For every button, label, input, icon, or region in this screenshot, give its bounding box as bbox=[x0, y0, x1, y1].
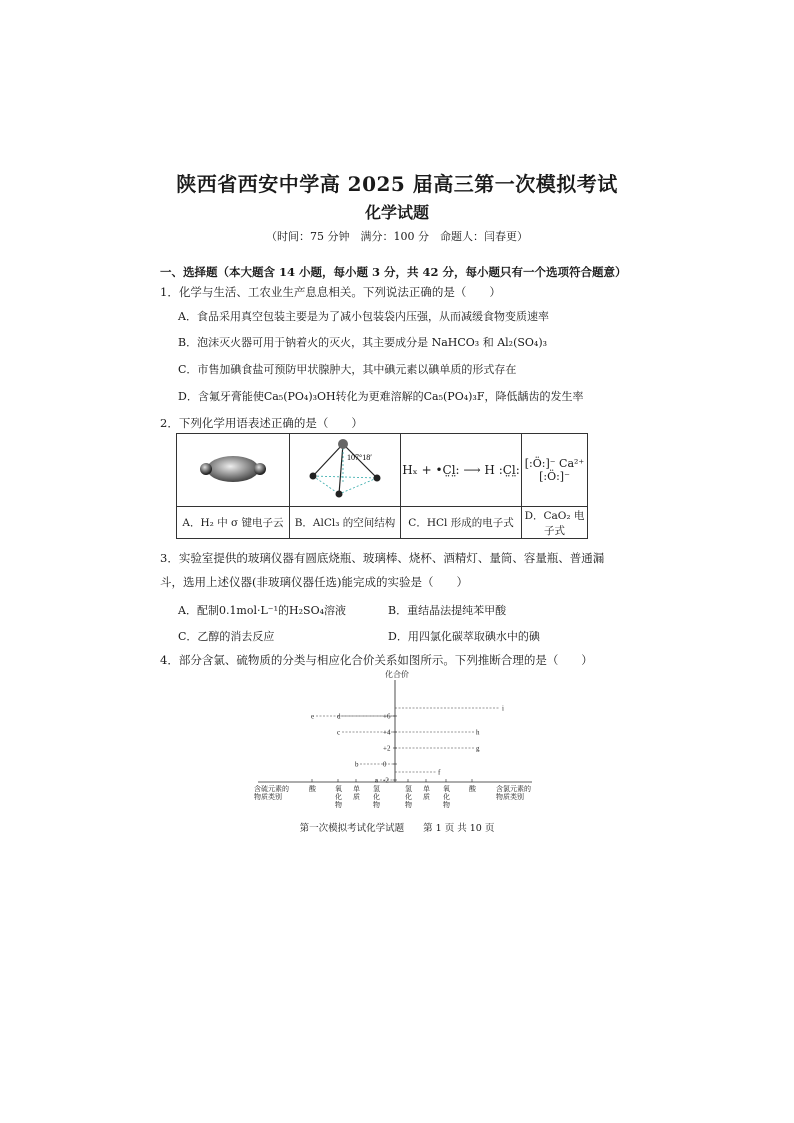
category-label: 物 bbox=[335, 801, 342, 808]
hcl-electron-formula: Hₓ + •C̤l̤: ⟶ H :C̤l̤: bbox=[401, 434, 522, 507]
valence-class-chart bbox=[250, 668, 540, 808]
category-label: 氢 bbox=[405, 785, 412, 793]
exam-meta: （时间：75 分钟 满分：100 分 命题人：闫春更） bbox=[266, 230, 528, 243]
y-tick-label: +2 bbox=[383, 744, 391, 753]
y-tick-label: +6 bbox=[383, 712, 391, 721]
bond-angle-label: 107°18′ bbox=[347, 452, 372, 462]
chlorine-point-label: i bbox=[502, 704, 504, 713]
sulfur-point-label: a bbox=[375, 776, 379, 785]
q2-label-a: A．H₂ 中 σ 键电子云 bbox=[177, 507, 290, 539]
section-heading: 一、选择题（本大题含 14 小题，每小题 3 分，共 42 分，每小题只有一个选项符合题意） bbox=[160, 265, 627, 279]
category-label: 物 bbox=[443, 801, 450, 808]
category-label: 氧 bbox=[335, 785, 342, 793]
category-label: 氢 bbox=[373, 785, 380, 793]
sigma-bond-cloud-icon bbox=[193, 449, 273, 489]
q1-option-a: A．食品采用真空包装主要是为了减小包装袋内压强，从而减缓食物变质速率 bbox=[178, 310, 549, 323]
category-label: 化 bbox=[405, 793, 412, 801]
sulfur-point-label: b bbox=[355, 760, 359, 769]
q2-options-table bbox=[176, 433, 588, 539]
category-label: 质 bbox=[423, 793, 430, 801]
chlorine-point-label: g bbox=[476, 744, 480, 753]
exam-title: 陕西省西安中学高 2025 届高三第一次模拟考试 bbox=[176, 172, 618, 196]
right-axis-title: 物质类别 bbox=[496, 793, 524, 801]
right-axis-title: 含氯元素的 bbox=[496, 785, 531, 793]
q3-option-b: B．重结晶法提纯苯甲酸 bbox=[388, 604, 507, 617]
cao2-electron-formula: [:Ö:]⁻ Ca²⁺ [:Ö:]⁻ bbox=[522, 434, 588, 507]
exam-subtitle: 化学试题 bbox=[364, 203, 429, 222]
sulfur-point-label: e bbox=[311, 712, 315, 721]
left-axis-title: 含硫元素的 bbox=[254, 785, 289, 793]
q3-option-d: D．用四氯化碳萃取碘水中的碘 bbox=[388, 630, 540, 643]
q3-option-a: A．配制0.1mol·L⁻¹的H₂SO₄溶液 bbox=[178, 604, 346, 617]
left-axis-title: 物质类别 bbox=[254, 793, 282, 801]
page-footer: 第一次模拟考试化学试题 第 1 页 共 10 页 bbox=[299, 823, 495, 834]
alcl3-structure-figure bbox=[290, 434, 401, 507]
q2-stem: 2．下列化学用语表述正确的是（ ） bbox=[160, 416, 363, 430]
q3-stem-line1: 3．实验室提供的玻璃仪器有圆底烧瓶、玻璃棒、烧杯、酒精灯、量筒、容量瓶、普通漏 bbox=[160, 551, 605, 565]
q1-option-b: B．泡沫灭火器可用于钠着火的灭火，其主要成分是 NaHCO₃ 和 Al₂(SO₄)₃ bbox=[178, 336, 548, 349]
chlorine-point-label: h bbox=[476, 728, 480, 737]
q3-option-c: C．乙醇的消去反应 bbox=[178, 630, 275, 643]
sulfur-point-label: c bbox=[337, 728, 341, 737]
y-tick-label: 0 bbox=[383, 760, 387, 769]
category-label: 质 bbox=[353, 793, 360, 801]
q1-option-c: C．市售加碘食盐可预防甲状腺肿大，其中碘元素以碘单质的形式存在 bbox=[178, 363, 517, 376]
category-label: 氧 bbox=[443, 785, 450, 793]
category-label: 化 bbox=[373, 793, 380, 801]
category-label: 酸 bbox=[469, 785, 476, 793]
y-axis-label: 化合价 bbox=[385, 670, 409, 679]
category-label: 物 bbox=[373, 801, 380, 808]
category-label: 单 bbox=[423, 785, 430, 793]
pyramid-molecule-icon bbox=[297, 436, 393, 502]
q1-stem: 1．化学与生活、工农业生产息息相关。下列说法正确的是（ ） bbox=[160, 285, 501, 299]
chlorine-point-label: f bbox=[438, 768, 441, 777]
q2-label-c: C．HCl 形成的电子式 bbox=[401, 507, 522, 539]
q3-stem-line2: 斗，选用上述仪器(非玻璃仪器任选)能完成的实验是（ ） bbox=[160, 575, 468, 589]
sulfur-point-label: d bbox=[337, 712, 341, 721]
category-label: 单 bbox=[353, 785, 360, 793]
category-label: 化 bbox=[443, 793, 450, 801]
q4-stem: 4．部分含氯、硫物质的分类与相应化合价关系如图所示。下列推断合理的是（ ） bbox=[160, 653, 593, 667]
q2-label-b: B．AlCl₃ 的空间结构 bbox=[290, 507, 401, 539]
category-label: 物 bbox=[405, 801, 412, 808]
category-label: 酸 bbox=[309, 785, 316, 793]
q1-option-d: D．含氟牙膏能使Ca₅(PO₄)₃OH转化为更难溶解的Ca₅(PO₄)₃F，降低龋齿的发生率 bbox=[178, 390, 584, 403]
category-label: 化 bbox=[335, 793, 342, 801]
y-tick-label: +4 bbox=[383, 728, 391, 737]
h2-sigma-cloud-figure bbox=[177, 434, 290, 507]
y-tick-label: -2 bbox=[383, 776, 389, 785]
q2-label-d: D．CaO₂ 电子式 bbox=[522, 507, 588, 539]
